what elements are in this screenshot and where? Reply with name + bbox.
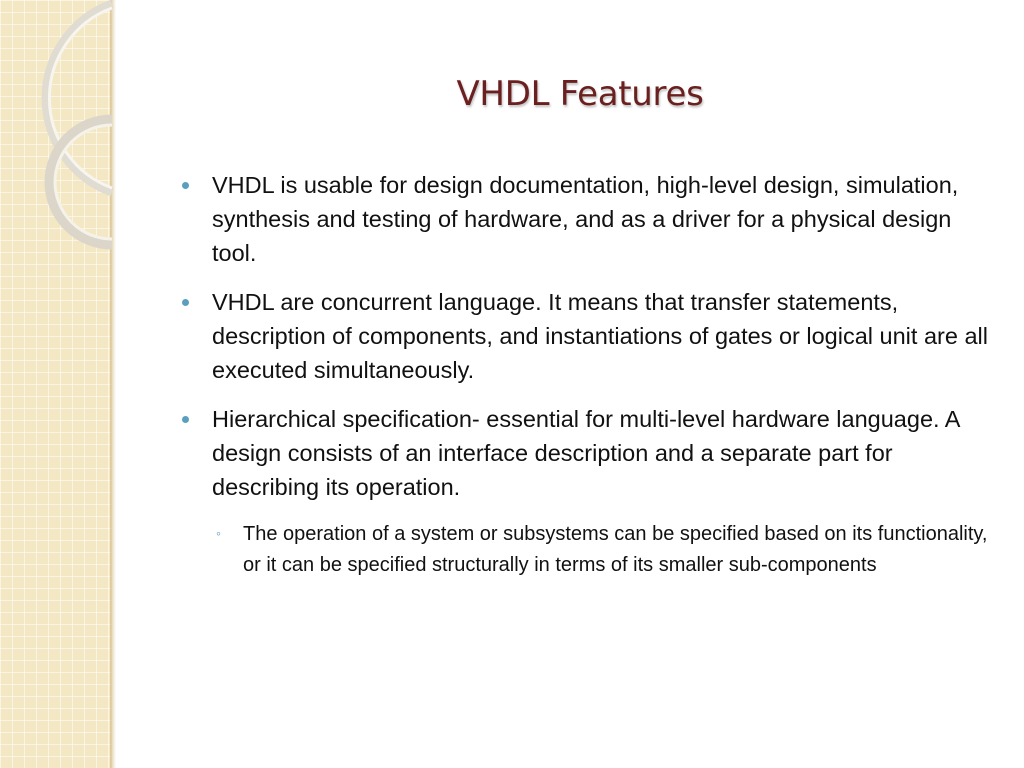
bullet-dot-icon bbox=[182, 182, 189, 189]
decorative-circles bbox=[0, 0, 130, 260]
slide-title: VHDL Features bbox=[456, 74, 704, 114]
bullet-item bbox=[182, 285, 997, 387]
bullet-text: VHDL are concurrent language. It means that transfer statements, description of components, and instantiations of gates or logical unit are all executed simultaneously. bbox=[212, 289, 988, 383]
bullet-text: Hierarchical specification- essential for multi-level hardware language. A design consists of an interface description and a separate part for describing its operation. bbox=[212, 406, 960, 500]
bullet-dot-icon bbox=[182, 416, 189, 423]
bullet-dot-icon bbox=[182, 299, 189, 306]
sub-bullet-item bbox=[182, 519, 997, 581]
slide-content bbox=[182, 168, 997, 581]
sub-bullet-text: The operation of a system or subsystems can be specified based on its functionality, or it can be specified structurally in terms of its smaller sub-components bbox=[243, 523, 988, 576]
bullet-item bbox=[182, 168, 997, 270]
bullet-text: VHDL is usable for design documentation, high-level design, simulation, synthesis and testing of hardware, and as a driver for a physical design tool. bbox=[212, 172, 959, 266]
sub-bullet-ring-icon: ◦ bbox=[216, 525, 221, 541]
bullet-item bbox=[182, 402, 997, 504]
